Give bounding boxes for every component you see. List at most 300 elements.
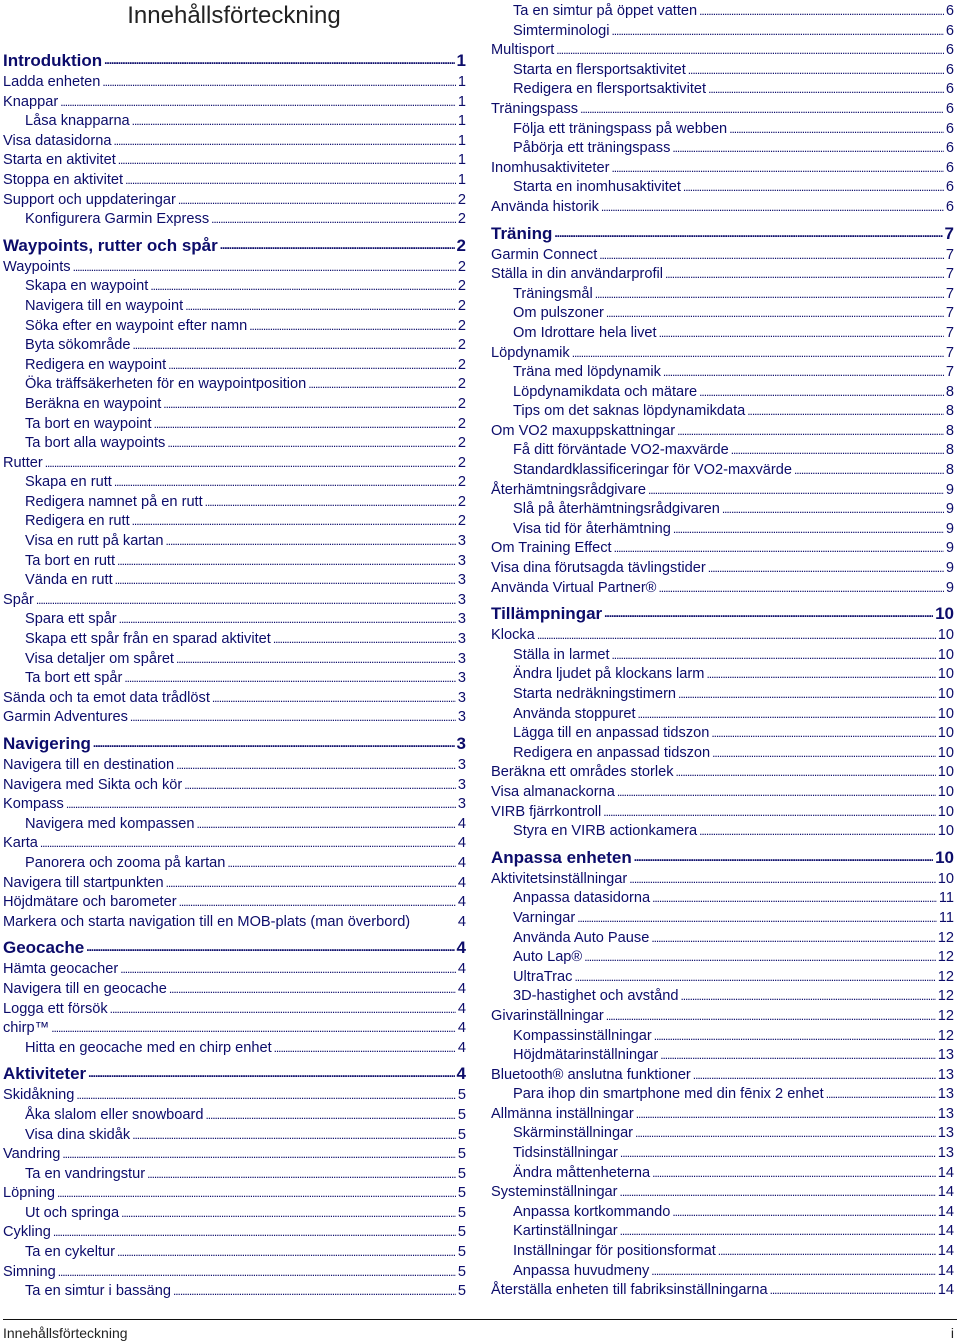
toc-entry[interactable] (491, 685, 954, 705)
toc-entry[interactable] (491, 246, 954, 266)
toc-page-number: 5 (457, 1185, 466, 1202)
toc-page-number: 2 (457, 415, 466, 432)
toc-entry[interactable] (3, 708, 466, 728)
toc-leader-dots (308, 375, 456, 395)
toc-page-number: 7 (945, 305, 954, 322)
toc-entry-title: Knappar (3, 93, 59, 110)
toc-entry[interactable] (3, 317, 466, 337)
toc-entry[interactable] (491, 1242, 954, 1262)
toc-page-number: 1 (457, 74, 466, 90)
toc-entry[interactable] (3, 454, 466, 474)
toc-leader-dots (652, 1164, 936, 1184)
toc-entry[interactable] (491, 1085, 954, 1105)
toc-entry-title: Allmänna inställningar (491, 1105, 634, 1122)
toc-entry[interactable] (3, 795, 466, 815)
toc-entry[interactable] (491, 539, 954, 559)
toc-entry-title: Visa dina skidåk (25, 1126, 131, 1143)
toc-entry[interactable] (491, 383, 954, 403)
toc-leader-dots (176, 650, 456, 670)
toc-page-number: 10 (937, 686, 954, 702)
toc-page-number: 7 (945, 344, 954, 361)
toc-entry-title: Redigera namnet på en rutt (25, 493, 203, 510)
toc-entry[interactable] (3, 1000, 466, 1020)
toc-page-number: 2 (457, 297, 466, 314)
toc-entry[interactable] (491, 344, 954, 364)
toc-entry[interactable] (3, 1282, 466, 1302)
toc-entry-title: Visa tid för återhämtning (513, 520, 671, 537)
toc-entry[interactable] (491, 1046, 954, 1066)
toc-page-number: 5 (457, 1146, 466, 1163)
toc-section-heading[interactable] (3, 1061, 466, 1086)
toc-entry[interactable] (3, 532, 466, 552)
toc-entry[interactable] (3, 512, 466, 532)
toc-entry[interactable] (3, 375, 466, 395)
toc-leader-dots (154, 415, 456, 435)
toc-entry-title: Ta bort alla waypoints (25, 435, 166, 452)
toc-entry[interactable] (491, 402, 954, 422)
toc-entry[interactable] (491, 1281, 954, 1301)
toc-entry[interactable] (3, 1086, 466, 1106)
toc-page-number: 6 (945, 3, 954, 19)
toc-entry[interactable] (491, 579, 954, 599)
toc-entry[interactable] (3, 210, 466, 230)
toc-page-number: 3 (456, 734, 466, 753)
toc-leader-dots (676, 763, 936, 783)
toc-entry-title: Kompassinställningar (513, 1027, 652, 1044)
toc-entry-title: Geocache (3, 938, 85, 958)
toc-entry[interactable] (491, 763, 954, 783)
toc-entry-title: Anpassa enheten (491, 847, 632, 867)
toc-entry[interactable] (491, 520, 954, 540)
toc-page-number: 5 (457, 1204, 466, 1221)
toc-entry[interactable] (3, 1019, 466, 1039)
toc-leader-dots (274, 1039, 456, 1059)
toc-page-number: 10 (937, 870, 954, 887)
toc-entry[interactable] (3, 395, 466, 415)
toc-column-left (3, 45, 466, 1302)
toc-entry[interactable] (3, 336, 466, 356)
toc-page-number: 3 (457, 572, 466, 589)
toc-leader-dots (58, 1263, 456, 1283)
toc-entry-title: Redigera en rutt (25, 513, 130, 530)
toc-leader-dots (699, 822, 936, 842)
toc-page-number: 10 (937, 646, 954, 663)
toc-page-number: 4 (457, 913, 466, 930)
toc-leader-dots (672, 1203, 935, 1223)
toc-entry-title: Om VO2 maxuppskattningar (491, 422, 676, 439)
toc-entry[interactable] (3, 650, 466, 670)
toc-entry-title: Introduktion (3, 51, 103, 70)
toc-leader-dots (706, 665, 935, 685)
toc-entry-title: Sända och ta emot data trådlöst (3, 689, 210, 706)
toc-entry-title: Rutter (3, 454, 43, 471)
toc-entry[interactable] (3, 356, 466, 376)
toc-entry[interactable] (3, 191, 466, 211)
toc-entry[interactable] (491, 626, 954, 646)
toc-page-number: 10 (935, 847, 954, 867)
toc-page-number: 3 (457, 670, 466, 687)
toc-entry[interactable] (491, 1105, 954, 1125)
toc-entry[interactable] (491, 705, 954, 725)
toc-entry-title: Påbörja ett träningspass (513, 140, 671, 157)
toc-entry[interactable] (491, 1164, 954, 1184)
toc-entry[interactable] (491, 803, 954, 823)
toc-entry[interactable] (3, 1243, 466, 1263)
toc-entry-title: Kartinställningar (513, 1223, 618, 1240)
toc-entry-title: Navigering (3, 734, 91, 753)
toc-page-number: 12 (937, 988, 954, 1005)
toc-entry[interactable] (491, 2, 954, 22)
toc-entry[interactable] (491, 559, 954, 579)
toc-entry[interactable] (3, 630, 466, 650)
toc-entry[interactable] (491, 744, 954, 764)
toc-entry[interactable] (3, 277, 466, 297)
toc-entry-title: Hitta en geocache med en chirp enhet (25, 1039, 272, 1056)
toc-entry[interactable] (491, 159, 954, 179)
toc-entry[interactable] (491, 80, 954, 100)
toc-entry-title: Ta en simtur i bassäng (25, 1283, 172, 1300)
toc-page-number: 14 (937, 1203, 954, 1220)
toc-page-number: 2 (457, 395, 466, 412)
toc-entry-title: Skidåkning (3, 1087, 75, 1104)
toc-page-number: 4 (457, 835, 466, 852)
toc-entry[interactable] (491, 324, 954, 344)
toc-entry[interactable] (3, 258, 466, 278)
toc-leader-dots (132, 336, 455, 356)
toc-leader-dots (747, 402, 944, 422)
toc-leader-dots (130, 708, 456, 728)
toc-entry[interactable] (3, 151, 466, 171)
toc-leader-dots (794, 461, 944, 481)
toc-entry-title: Klocka (491, 627, 535, 644)
toc-leader-dots (699, 2, 944, 22)
toc-entry-title: Konfigurera Garmin Express (25, 211, 210, 228)
toc-section-heading[interactable] (3, 935, 466, 960)
toc-page-number: 2 (457, 258, 466, 275)
toc-leader-dots (167, 434, 456, 454)
toc-page-number: 1 (457, 132, 466, 149)
toc-entry-title: Starta en inomhusaktivitet (513, 179, 681, 196)
toc-leader-dots (599, 246, 944, 266)
toc-page-number: 4 (457, 1039, 466, 1056)
toc-page-number: 9 (945, 520, 954, 537)
toc-leader-dots (572, 344, 944, 364)
toc-entry[interactable] (491, 178, 954, 198)
toc-entry[interactable] (3, 132, 466, 152)
toc-entry[interactable] (3, 776, 466, 796)
toc-entry[interactable] (491, 1124, 954, 1144)
toc-page-number: 8 (945, 462, 954, 479)
toc-entry-title: Om Training Effect (491, 540, 612, 557)
toc-entry[interactable] (3, 980, 466, 1000)
toc-page-number: 7 (945, 364, 954, 381)
toc-entry[interactable] (3, 591, 466, 611)
toc-section-heading[interactable] (491, 845, 954, 870)
toc-page-number: 4 (457, 1000, 466, 1017)
toc-entry[interactable] (3, 893, 466, 913)
toc-entry[interactable] (3, 854, 466, 874)
toc-entry[interactable] (3, 552, 466, 572)
toc-entry[interactable] (491, 265, 954, 285)
toc-leader-dots (249, 317, 456, 337)
toc-leader-dots (184, 776, 456, 796)
toc-entry[interactable] (3, 1223, 466, 1243)
toc-page-number: 6 (945, 100, 954, 117)
toc-entry[interactable] (3, 610, 466, 630)
toc-entry[interactable] (491, 1262, 954, 1282)
toc-entry[interactable] (491, 285, 954, 305)
toc-entry[interactable] (3, 171, 466, 191)
toc-entry[interactable] (3, 73, 466, 93)
toc-entry[interactable] (3, 1204, 466, 1224)
toc-entry[interactable] (3, 93, 466, 113)
toc-leader-dots (659, 324, 944, 344)
toc-entry[interactable] (491, 198, 954, 218)
toc-page-number: 7 (944, 223, 954, 243)
toc-entry-title: Anpassa datasidorna (513, 890, 651, 907)
toc-page-number: 10 (937, 666, 954, 683)
toc-entry-title: Beräkna ett områdes storlek (491, 764, 674, 781)
toc-entry-title: Om Idrottare hela livet (513, 324, 657, 341)
toc-entry-title: Garmin Connect (491, 246, 598, 263)
footer-divider (3, 1319, 957, 1320)
toc-entry[interactable] (491, 100, 954, 120)
toc-page-number: 2 (457, 513, 466, 530)
toc-entry[interactable] (3, 756, 466, 776)
toc-page-number: 2 (457, 191, 466, 208)
toc-entry[interactable] (491, 481, 954, 501)
toc-entry[interactable] (3, 1184, 466, 1204)
toc-leader-dots (104, 46, 454, 73)
toc-leader-dots (634, 843, 933, 870)
toc-entry[interactable] (491, 1144, 954, 1164)
toc-entry[interactable] (491, 783, 954, 803)
toc-leader-dots (612, 22, 944, 42)
toc-leader-dots (770, 1281, 936, 1301)
toc-entry[interactable] (3, 815, 466, 835)
toc-entry-title: Ta en cykeltur (25, 1244, 116, 1261)
toc-entry[interactable] (3, 1145, 466, 1165)
toc-entry[interactable] (3, 689, 466, 709)
toc-entry[interactable] (491, 139, 954, 159)
toc-entry[interactable] (3, 297, 466, 317)
toc-entry[interactable] (491, 1027, 954, 1047)
toc-entry[interactable] (3, 112, 466, 132)
toc-page-number: 9 (945, 501, 954, 518)
toc-leader-dots (117, 552, 456, 572)
toc-entry[interactable] (491, 1066, 954, 1086)
toc-leader-dots (638, 705, 936, 725)
toc-entry[interactable] (491, 1222, 954, 1242)
toc-entry-title: Navigera med Sikta och kör (3, 776, 183, 793)
toc-entry[interactable] (491, 363, 954, 383)
toc-entry-title: Ta bort en waypoint (25, 415, 152, 432)
toc-page-number: 12 (937, 929, 954, 946)
toc-page-number: 2 (457, 356, 466, 373)
toc-leader-dots (88, 1059, 454, 1086)
toc-entry-title: Tillämpningar (491, 604, 603, 624)
toc-page-number: 10 (937, 823, 954, 840)
toc-entry[interactable] (3, 473, 466, 493)
toc-page-number: 6 (945, 120, 954, 137)
toc-leader-dots (612, 646, 936, 666)
toc-entry[interactable] (491, 948, 954, 968)
toc-page-number: 4 (457, 815, 466, 832)
toc-page-number: 6 (945, 159, 954, 176)
toc-section-heading[interactable] (491, 221, 954, 246)
toc-entry[interactable] (3, 874, 466, 894)
toc-entry-title: Ut och springa (25, 1204, 120, 1221)
toc-entry[interactable] (491, 889, 954, 909)
toc-entry[interactable] (3, 669, 466, 689)
toc-entry-title: Waypoints, rutter och spår (3, 235, 218, 255)
toc-entry[interactable] (491, 1007, 954, 1027)
toc-page-number: 10 (937, 627, 954, 644)
toc-entry[interactable] (3, 571, 466, 591)
toc-entry[interactable] (491, 870, 954, 890)
toc-leader-dots (76, 1086, 455, 1106)
toc-entry[interactable] (491, 441, 954, 461)
toc-page-number: 2 (457, 454, 466, 471)
toc-entry[interactable] (3, 960, 466, 980)
toc-entry-title: Lägga till en anpassad tidszon (513, 725, 710, 742)
toc-entry[interactable] (491, 724, 954, 744)
toc-page-number: 8 (945, 422, 954, 439)
toc-leader-dots (708, 80, 944, 100)
toc-entry-title: Varningar (513, 909, 576, 926)
toc-section-heading[interactable] (3, 233, 466, 258)
toc-entry-title: Använda stoppuret (513, 705, 636, 722)
toc-page-number: 3 (457, 689, 466, 706)
toc-leader-dots (658, 579, 943, 599)
toc-entry-title: Kompass (3, 796, 64, 813)
toc-leader-dots (672, 139, 943, 159)
toc-leader-dots (40, 834, 456, 854)
toc-entry[interactable] (491, 461, 954, 481)
toc-leader-dots (652, 889, 937, 909)
toc-entry[interactable] (491, 987, 954, 1007)
toc-entry[interactable] (3, 834, 466, 854)
toc-page-number: 14 (937, 1223, 954, 1240)
toc-entry[interactable] (491, 422, 954, 442)
toc-entry-title: Bluetooth® anslutna funktioner (491, 1066, 691, 1083)
toc-entry-title: Återhämtningsrådgivare (491, 481, 646, 498)
toc-page-number: 14 (937, 1164, 954, 1181)
toc-section-heading[interactable] (3, 48, 466, 73)
toc-entry-title: Löpning (3, 1185, 55, 1202)
toc-leader-dots (711, 724, 935, 744)
toc-entry[interactable] (3, 415, 466, 435)
toc-page-number: 5 (457, 1283, 466, 1300)
toc-leader-dots (110, 1000, 456, 1020)
toc-leader-dots (178, 191, 456, 211)
toc-entry-title: Återställa enheten till fabriksinställningarna (491, 1282, 768, 1299)
toc-page-number: 13 (937, 1125, 954, 1142)
toc-entry[interactable] (491, 304, 954, 324)
toc-leader-dots (606, 1007, 936, 1027)
toc-entry[interactable] (3, 1165, 466, 1185)
toc-page-number: 10 (937, 764, 954, 781)
toc-leader-dots (603, 803, 935, 823)
toc-page-number: 11 (938, 890, 954, 907)
toc-entry[interactable] (491, 665, 954, 685)
toc-entry-title: Åka slalom eller snowboard (25, 1106, 204, 1123)
toc-entry-title: Träning (491, 223, 553, 243)
toc-entry[interactable] (491, 22, 954, 42)
toc-entry[interactable] (491, 120, 954, 140)
toc-leader-dots (165, 532, 455, 552)
toc-entry[interactable] (3, 1106, 466, 1126)
toc-page-number: 13 (937, 1086, 954, 1103)
toc-entry-title: Höjdmätare och barometer (3, 894, 177, 911)
toc-page-number: 2 (457, 337, 466, 354)
toc-leader-dots (132, 1126, 456, 1146)
toc-entry-title: 3D-hastighet och avstånd (513, 988, 679, 1005)
toc-page-number: 3 (457, 796, 466, 813)
toc-leader-dots (60, 93, 456, 113)
toc-entry[interactable] (3, 913, 466, 933)
toc-page-number: 3 (457, 709, 466, 726)
toc-leader-dots (611, 159, 943, 179)
toc-entry[interactable] (3, 493, 466, 513)
toc-entry-title: Spår (3, 591, 34, 608)
toc-entry[interactable] (491, 1203, 954, 1223)
toc-leader-dots (604, 599, 933, 626)
toc-leader-dots (688, 61, 944, 81)
toc-page-number: 2 (457, 474, 466, 491)
toc-entry[interactable] (3, 434, 466, 454)
toc-entry-title: Slå på återhämtningsrådgivaren (513, 501, 720, 518)
toc-entry[interactable] (491, 1183, 954, 1203)
toc-entry[interactable] (3, 1039, 466, 1059)
toc-entry[interactable] (3, 1263, 466, 1283)
toc-leader-dots (147, 1165, 456, 1185)
toc-leader-dots (197, 815, 456, 835)
toc-leader-dots (577, 909, 937, 929)
toc-entry[interactable] (491, 822, 954, 842)
toc-entry[interactable] (3, 1126, 466, 1146)
toc-entry[interactable] (491, 646, 954, 666)
toc-entry[interactable] (491, 61, 954, 81)
toc-entry[interactable] (491, 500, 954, 520)
toc-page-number: 9 (945, 481, 954, 498)
toc-entry[interactable] (491, 929, 954, 949)
toc-leader-dots (120, 960, 456, 980)
toc-leader-dots (636, 1105, 936, 1125)
toc-leader-dots (150, 277, 456, 297)
toc-page-number: 4 (456, 1064, 466, 1084)
toc-entry[interactable] (491, 909, 954, 929)
toc-entry-title: Ta bort ett spår (25, 670, 123, 687)
toc-entry-title: Aktiviteter (3, 1064, 87, 1084)
toc-entry[interactable] (491, 968, 954, 988)
toc-leader-dots (66, 795, 456, 815)
toc-entry-title: Stoppa en aktivitet (3, 171, 124, 188)
toc-section-heading[interactable] (3, 731, 466, 756)
toc-entry-title: Starta nedräkningstimern (513, 686, 677, 702)
toc-entry-title: Markera och starta navigation till en MOB-plats (man överbord) (3, 913, 411, 930)
toc-leader-dots (132, 512, 456, 532)
toc-leader-dots (731, 441, 944, 461)
toc-leader-dots (117, 1243, 456, 1263)
toc-entry-title: Navigera till startpunkten (3, 874, 164, 891)
toc-section-heading[interactable] (491, 601, 954, 626)
toc-page-number: 14 (937, 1184, 954, 1201)
toc-leader-dots (665, 265, 944, 285)
toc-entry[interactable] (491, 41, 954, 61)
toc-leader-dots (584, 948, 936, 968)
toc-leader-dots (62, 1145, 456, 1165)
